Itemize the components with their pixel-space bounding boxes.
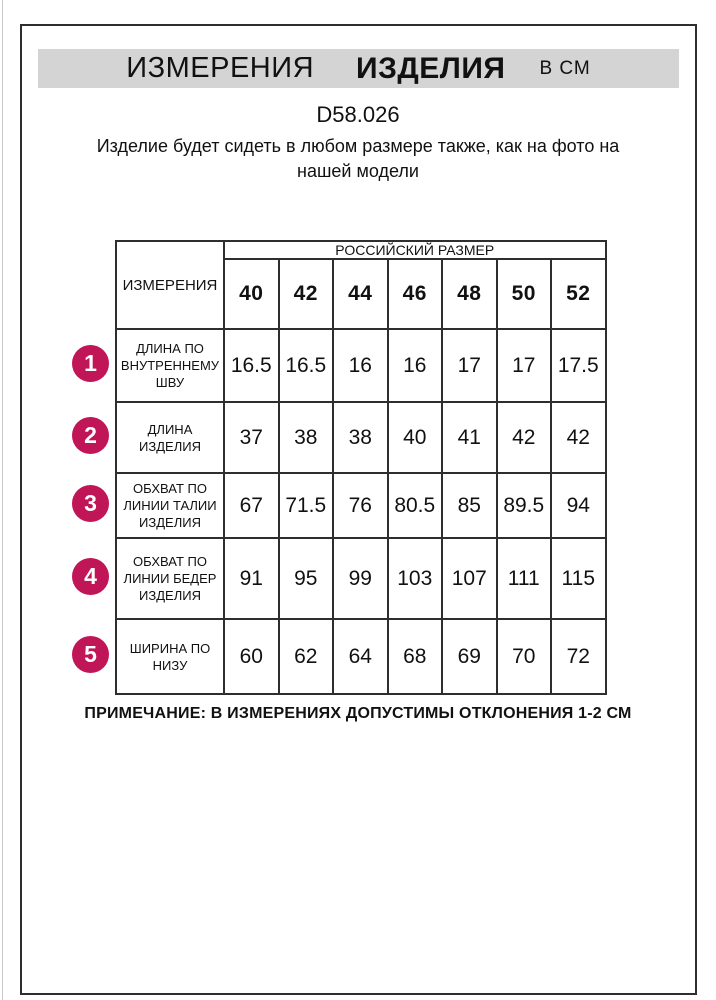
- measurement-value: 17: [442, 329, 497, 402]
- measurement-value: 41: [442, 402, 497, 473]
- measurement-value: 111: [497, 538, 552, 619]
- size-column-header: 44: [333, 259, 388, 329]
- title-word-measurements: ИЗМЕРЕНИЯ: [126, 52, 315, 84]
- measurement-value: 89.5: [497, 473, 552, 538]
- size-column-header: 50: [497, 259, 552, 329]
- size-column-header: 48: [442, 259, 497, 329]
- russian-size-group-header: РОССИЙСКИЙ РАЗМЕР: [224, 241, 606, 259]
- measurement-value: 107: [442, 538, 497, 619]
- measurement-label: ШИРИНА ПО НИЗУ: [116, 619, 224, 694]
- measurement-value: 38: [279, 402, 334, 473]
- measurement-value: 71.5: [279, 473, 334, 538]
- title-banner: [38, 49, 679, 88]
- row-number-badge: 4: [72, 558, 109, 595]
- measurement-value: 64: [333, 619, 388, 694]
- measurement-value: 85: [442, 473, 497, 538]
- measurement-value: 16.5: [279, 329, 334, 402]
- measurement-value: 42: [551, 402, 606, 473]
- measurement-value: 69: [442, 619, 497, 694]
- measurement-value: 60: [224, 619, 279, 694]
- measurement-value: 37: [224, 402, 279, 473]
- measurement-value: 16: [388, 329, 443, 402]
- measurement-label: ДЛИНА ПО ВНУТРЕННЕМУ ШВУ: [116, 329, 224, 402]
- product-code: D58.026: [316, 102, 400, 127]
- size-column-header: 46: [388, 259, 443, 329]
- measurement-value: 16.5: [224, 329, 279, 402]
- measurement-row: [116, 538, 606, 619]
- measurement-value: 95: [279, 538, 334, 619]
- measurements-column-header: ИЗМЕРЕНИЯ: [116, 241, 224, 329]
- measurement-value: 62: [279, 619, 334, 694]
- measurement-value: 76: [333, 473, 388, 538]
- row-number-badge: 3: [72, 485, 109, 522]
- measurement-value: 40: [388, 402, 443, 473]
- measurement-value: 16: [333, 329, 388, 402]
- measurement-value: 94: [551, 473, 606, 538]
- measurement-value: 17.5: [551, 329, 606, 402]
- measurement-value: 91: [224, 538, 279, 619]
- measurement-label: ДЛИНА ИЗДЕЛИЯ: [116, 402, 224, 473]
- measurement-value: 99: [333, 538, 388, 619]
- title-unit-cm: В СМ: [539, 57, 591, 79]
- measurement-value: 17: [497, 329, 552, 402]
- title-word-product: ИЗДЕЛИЯ: [356, 51, 506, 85]
- measurement-value: 68: [388, 619, 443, 694]
- measurement-value: 70: [497, 619, 552, 694]
- size-table: [115, 240, 607, 695]
- measurement-row: [116, 473, 606, 538]
- measurement-row: [116, 402, 606, 473]
- measurement-label: ОБХВАТ ПО ЛИНИИ БЕДЕР ИЗДЕЛИЯ: [116, 538, 224, 619]
- measurement-value: 115: [551, 538, 606, 619]
- measurement-label: ОБХВАТ ПО ЛИНИИ ТАЛИИ ИЗДЕЛИЯ: [116, 473, 224, 538]
- measurement-row: [116, 329, 606, 402]
- measurement-value: 38: [333, 402, 388, 473]
- size-column-header: 42: [279, 259, 334, 329]
- measurement-value: 80.5: [388, 473, 443, 538]
- row-number-badge: 1: [72, 345, 109, 382]
- row-number-badge: 5: [72, 636, 109, 673]
- measurement-value: 42: [497, 402, 552, 473]
- tolerance-note: ПРИМЕЧАНИЕ: В ИЗМЕРЕНИЯХ ДОПУСТИМЫ ОТКЛОНЕНИЯ 1-2 СМ: [84, 705, 632, 722]
- measurement-value: 103: [388, 538, 443, 619]
- size-column-header: 52: [551, 259, 606, 329]
- measurement-row: [116, 619, 606, 694]
- measurement-value: 67: [224, 473, 279, 538]
- fit-note-subtitle: Изделие будет сидеть в любом размере также, как на фото на нашей модели: [96, 136, 620, 181]
- size-column-header: 40: [224, 259, 279, 329]
- page-edge-line: [2, 0, 3, 1000]
- row-number-badge: 2: [72, 417, 109, 454]
- measurement-value: 72: [551, 619, 606, 694]
